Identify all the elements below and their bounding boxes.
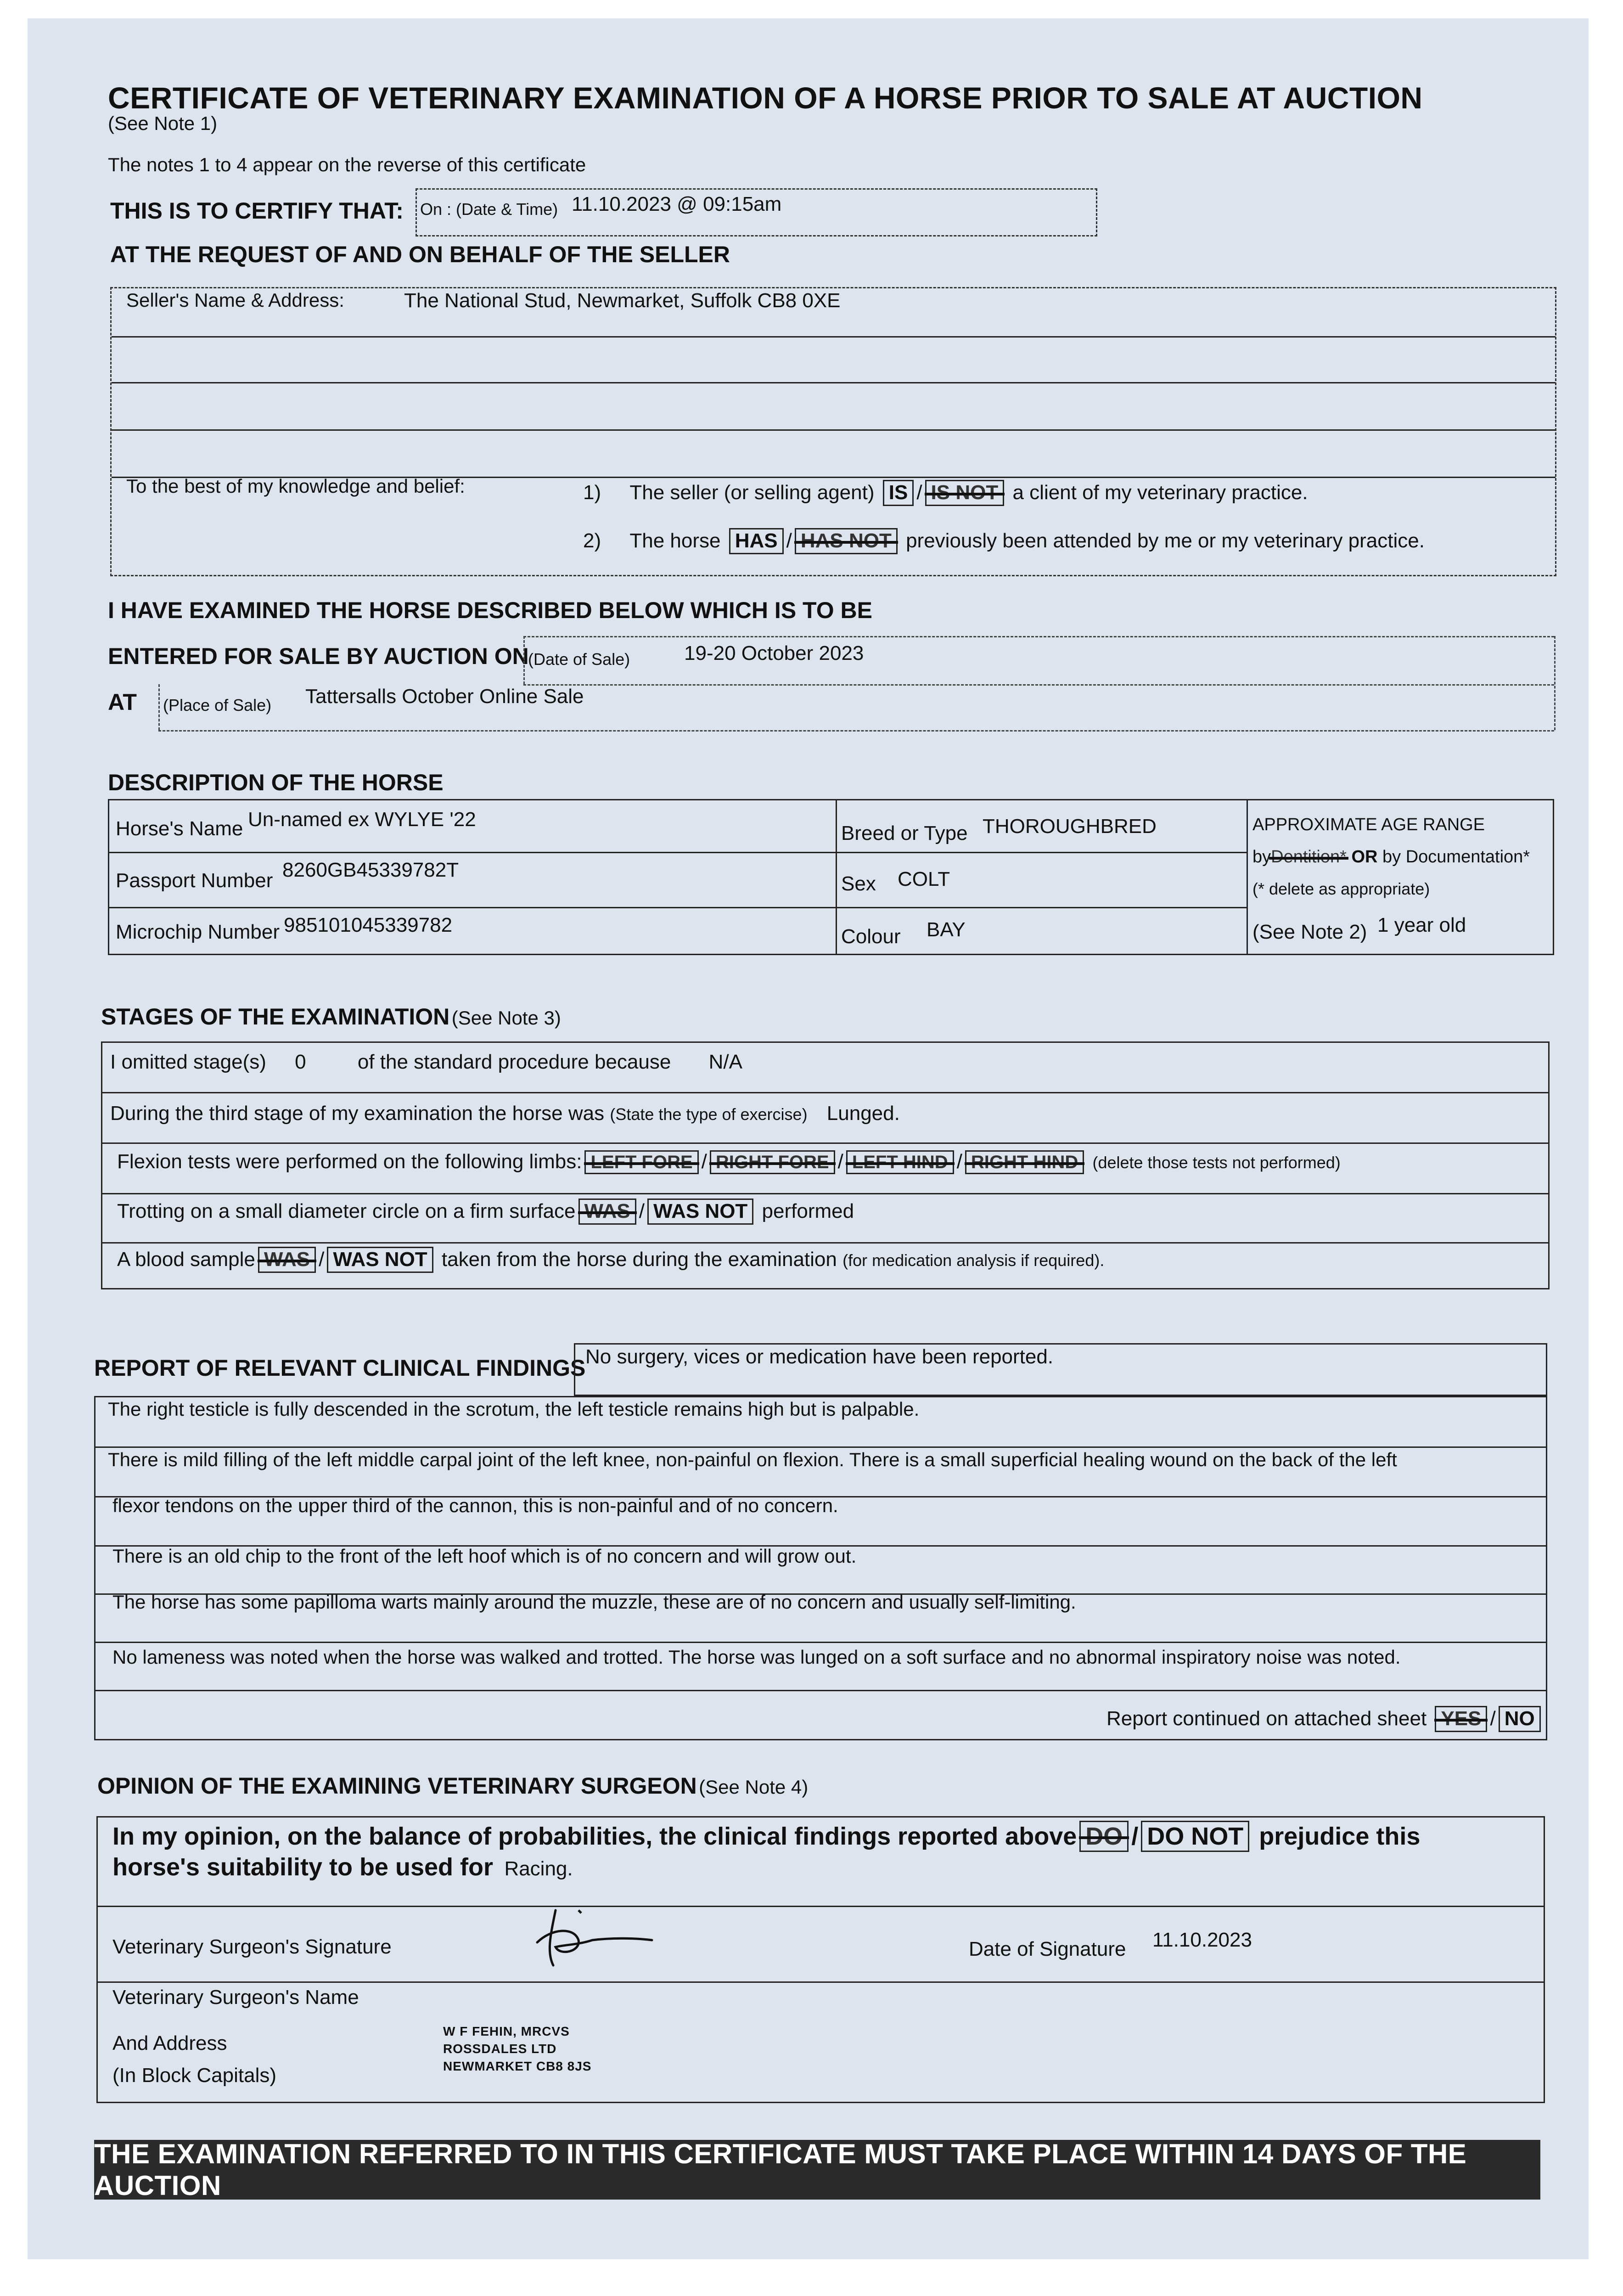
opinion-heading-text: OPINION OF THE EXAMINING VETERINARY SURGEON (97, 1773, 697, 1799)
trot-was-option: WAS (578, 1199, 636, 1225)
seller-client-row (583, 480, 1308, 506)
flex-note: (delete those tests not performed) (1092, 1153, 1341, 1172)
third-stage-row (110, 1102, 900, 1125)
block-capitals-label: (In Block Capitals) (112, 2064, 277, 2087)
age-by: by (1252, 847, 1271, 867)
blood-post: taken from the horse during the examination (441, 1248, 837, 1271)
certificate-title: CERTIFICATE OF VETERINARY EXAMINATION OF A HORSE PRIOR TO SALE AT AUCTION (108, 81, 1423, 115)
seller-name-value: The National Stud, Newmarket, Suffolk CB8 0XE (404, 289, 841, 312)
finding-line-5: The horse has some papilloma warts mainly around the muzzle, these are of no concern and usually self-limiting. (112, 1591, 1076, 1613)
findings-first-line: No surgery, vices or medication have been reported. (585, 1345, 1054, 1368)
opinion-line-1 (112, 1821, 1420, 1852)
signature-label: Veterinary Surgeon's Signature (112, 1936, 392, 1958)
third-note: (State the type of exercise) (610, 1105, 808, 1124)
omitted-pre: I omitted stage(s) (110, 1051, 266, 1073)
age-range-title: APPROXIMATE AGE RANGE (1252, 815, 1485, 834)
trot-pre: Trotting on a small diameter circle on a firm surface (117, 1200, 576, 1222)
opinion-line-2 (112, 1853, 573, 1881)
opinion-heading (97, 1773, 808, 1799)
place-of-sale-value: Tattersalls October Online Sale (305, 685, 584, 708)
age-or: OR (1351, 847, 1378, 867)
on-label: On : (Date & Time) (420, 200, 558, 219)
signature-scribble-icon (528, 1901, 657, 1970)
opinion-line2-pre: horse's suitability to be used for (112, 1853, 493, 1881)
finding-line-4: There is an old chip to the front of the left hoof which is of no concern and will grow out. (112, 1545, 857, 1567)
microchip-label: Microchip Number (116, 921, 280, 943)
belief-label: To the best of my knowledge and belief: (126, 475, 465, 497)
vet-address-label: And Address (112, 2032, 227, 2054)
item1-post: a client of my veterinary practice. (1012, 481, 1308, 504)
age-dentition-option: Dentition* (1271, 847, 1347, 867)
opinion-do-not-option: DO NOT (1141, 1821, 1249, 1852)
date-of-sale-label: (Date of Sale) (528, 650, 630, 669)
flex-right-hind: RIGHT HIND (965, 1150, 1084, 1174)
colour-value: BAY (927, 918, 966, 941)
opinion-heading-note: (See Note 4) (699, 1776, 809, 1798)
flex-sep-1: / (701, 1150, 707, 1173)
blood-row (117, 1247, 1104, 1273)
item1-is-option: IS (883, 480, 914, 506)
item1-is-not-option: IS NOT (925, 480, 1005, 506)
date-of-signature-label: Date of Signature (969, 1938, 1126, 1960)
stages-heading-text: STAGES OF THE EXAMINATION (101, 1004, 450, 1030)
breed-label: Breed or Type (841, 822, 968, 844)
third-value: Lunged. (826, 1102, 900, 1125)
item2-post: previously been attended by me or my veterinary practice. (906, 529, 1425, 552)
finding-line-3: flexor tendons on the upper third of the cannon, this is non-painful and of no concern. (112, 1495, 838, 1516)
stages-heading-note: (See Note 3) (451, 1007, 561, 1029)
horse-name-value: Un-named ex WYLYE '22 (248, 808, 476, 831)
horse-name-label: Horse's Name (116, 817, 243, 840)
age-delete-note: (* delete as appropriate) (1252, 879, 1430, 898)
omitted-value: 0 (295, 1051, 306, 1073)
item1-pre: The seller (or selling agent) (629, 481, 875, 504)
flex-left-fore: LEFT FORE (584, 1150, 698, 1174)
date-of-signature-value: 11.10.2023 (1152, 1929, 1252, 1951)
opinion-sep: / (1131, 1823, 1139, 1850)
flex-left-hind: LEFT HIND (846, 1150, 954, 1174)
blood-pre: A blood sample (117, 1248, 255, 1271)
report-continued-row (1106, 1706, 1544, 1732)
blood-sep: / (319, 1248, 325, 1271)
third-pre: During the third stage of my examination the horse was (110, 1102, 605, 1125)
stamp-line-2: ROSSDALES LTD (443, 2041, 557, 2056)
seller-name-label: Seller's Name & Address: (126, 289, 344, 311)
age-see-note: (See Note 2) (1252, 921, 1367, 943)
request-label: AT THE REQUEST OF AND ON BEHALF OF THE SELLER (110, 242, 730, 267)
item2-num: 2) (583, 529, 601, 552)
finding-line-1: The right testicle is fully descended in the scrotum, the left testicle remains high but is palpable. (108, 1398, 920, 1420)
exam-datetime-value: 11.10.2023 @ 09:15am (572, 193, 782, 215)
certify-label: THIS IS TO CERTIFY THAT: (110, 198, 404, 224)
notes-text: The notes 1 to 4 appear on the reverse of this certificate (108, 154, 586, 175)
continued-sep: / (1490, 1707, 1496, 1730)
omitted-row (110, 1051, 742, 1074)
findings-heading: REPORT OF RELEVANT CLINICAL FINDINGS (94, 1355, 586, 1381)
stages-heading (101, 1003, 561, 1030)
sex-label: Sex (841, 872, 876, 895)
examined-label: I HAVE EXAMINED THE HORSE DESCRIBED BELOW WHICH IS TO BE (108, 597, 872, 623)
omitted-reason: N/A (708, 1051, 742, 1073)
finding-line-2: There is mild filling of the left middle carpal joint of the left knee, non-painful on flexion. There is a small superficial healing wound on the back of the left (108, 1449, 1397, 1470)
continued-yes-option: YES (1435, 1706, 1487, 1732)
flex-sep-2: / (837, 1150, 843, 1173)
vet-name-label: Veterinary Surgeon's Name (112, 1986, 359, 2009)
age-range-method (1252, 847, 1530, 867)
breed-value: THOROUGHBRED (983, 815, 1157, 838)
colour-label: Colour (841, 925, 901, 948)
description-heading: DESCRIPTION OF THE HORSE (108, 770, 444, 795)
item1-sep: / (916, 481, 922, 504)
horse-attended-row (583, 528, 1425, 554)
flex-sep-3: / (956, 1150, 962, 1173)
blood-was-option: WAS (258, 1247, 316, 1273)
flexion-row (117, 1150, 1341, 1174)
sex-value: COLT (898, 868, 950, 890)
item2-has-not-option: HAS NOT (795, 528, 898, 554)
place-of-sale-label: (Place of Sale) (163, 696, 272, 715)
item2-sep: / (786, 529, 792, 552)
age-value: 1 year old (1377, 914, 1466, 936)
vet-stamp (443, 2023, 591, 2075)
passport-label: Passport Number (116, 869, 273, 892)
entered-label: ENTERED FOR SALE BY AUCTION ON (108, 643, 529, 669)
finding-line-6: No lameness was noted when the horse was walked and trotted. The horse was lunged on a soft surface and no abnormal inspiratory noise was noted. (112, 1646, 1401, 1668)
age-doc-option: by Documentation* (1382, 847, 1530, 867)
opinion-use-value: Racing. (504, 1857, 573, 1880)
stamp-line-1: W F FEHIN, MRCVS (443, 2024, 570, 2038)
passport-value: 8260GB45339782T (282, 859, 459, 881)
item2-pre: The horse (629, 529, 721, 552)
stamp-line-3: NEWMARKET CB8 8JS (443, 2059, 592, 2073)
continued-label: Report continued on attached sheet (1106, 1707, 1427, 1730)
trot-was-not-option: WAS NOT (647, 1199, 753, 1225)
omitted-mid: of the standard procedure because (357, 1051, 671, 1073)
blood-was-not-option: WAS NOT (327, 1247, 433, 1273)
opinion-do-option: DO (1079, 1821, 1129, 1852)
at-label: AT (108, 689, 137, 715)
see-note-1: (See Note 1) (108, 113, 218, 134)
microchip-value: 985101045339782 (284, 914, 453, 936)
item1-num: 1) (583, 481, 601, 504)
flexion-pre: Flexion tests were performed on the following limbs: (117, 1150, 582, 1173)
trotting-row (117, 1199, 854, 1225)
trot-post: performed (762, 1200, 854, 1222)
blood-note: (for medication analysis if required). (842, 1251, 1105, 1270)
opinion-line1-pre: In my opinion, on the balance of probabilities, the clinical findings reported above (112, 1823, 1077, 1850)
item2-has-option: HAS (729, 528, 784, 554)
trot-sep: / (639, 1200, 645, 1222)
opinion-line1-post: prejudice this (1259, 1823, 1421, 1850)
footer-banner: THE EXAMINATION REFERRED TO IN THIS CERTIFICATE MUST TAKE PLACE WITHIN 14 DAYS OF THE AUCTION (94, 2140, 1540, 2200)
flex-right-fore: RIGHT FORE (710, 1150, 835, 1174)
date-of-sale-value: 19-20 October 2023 (684, 642, 864, 664)
continued-no-option: NO (1499, 1706, 1541, 1732)
